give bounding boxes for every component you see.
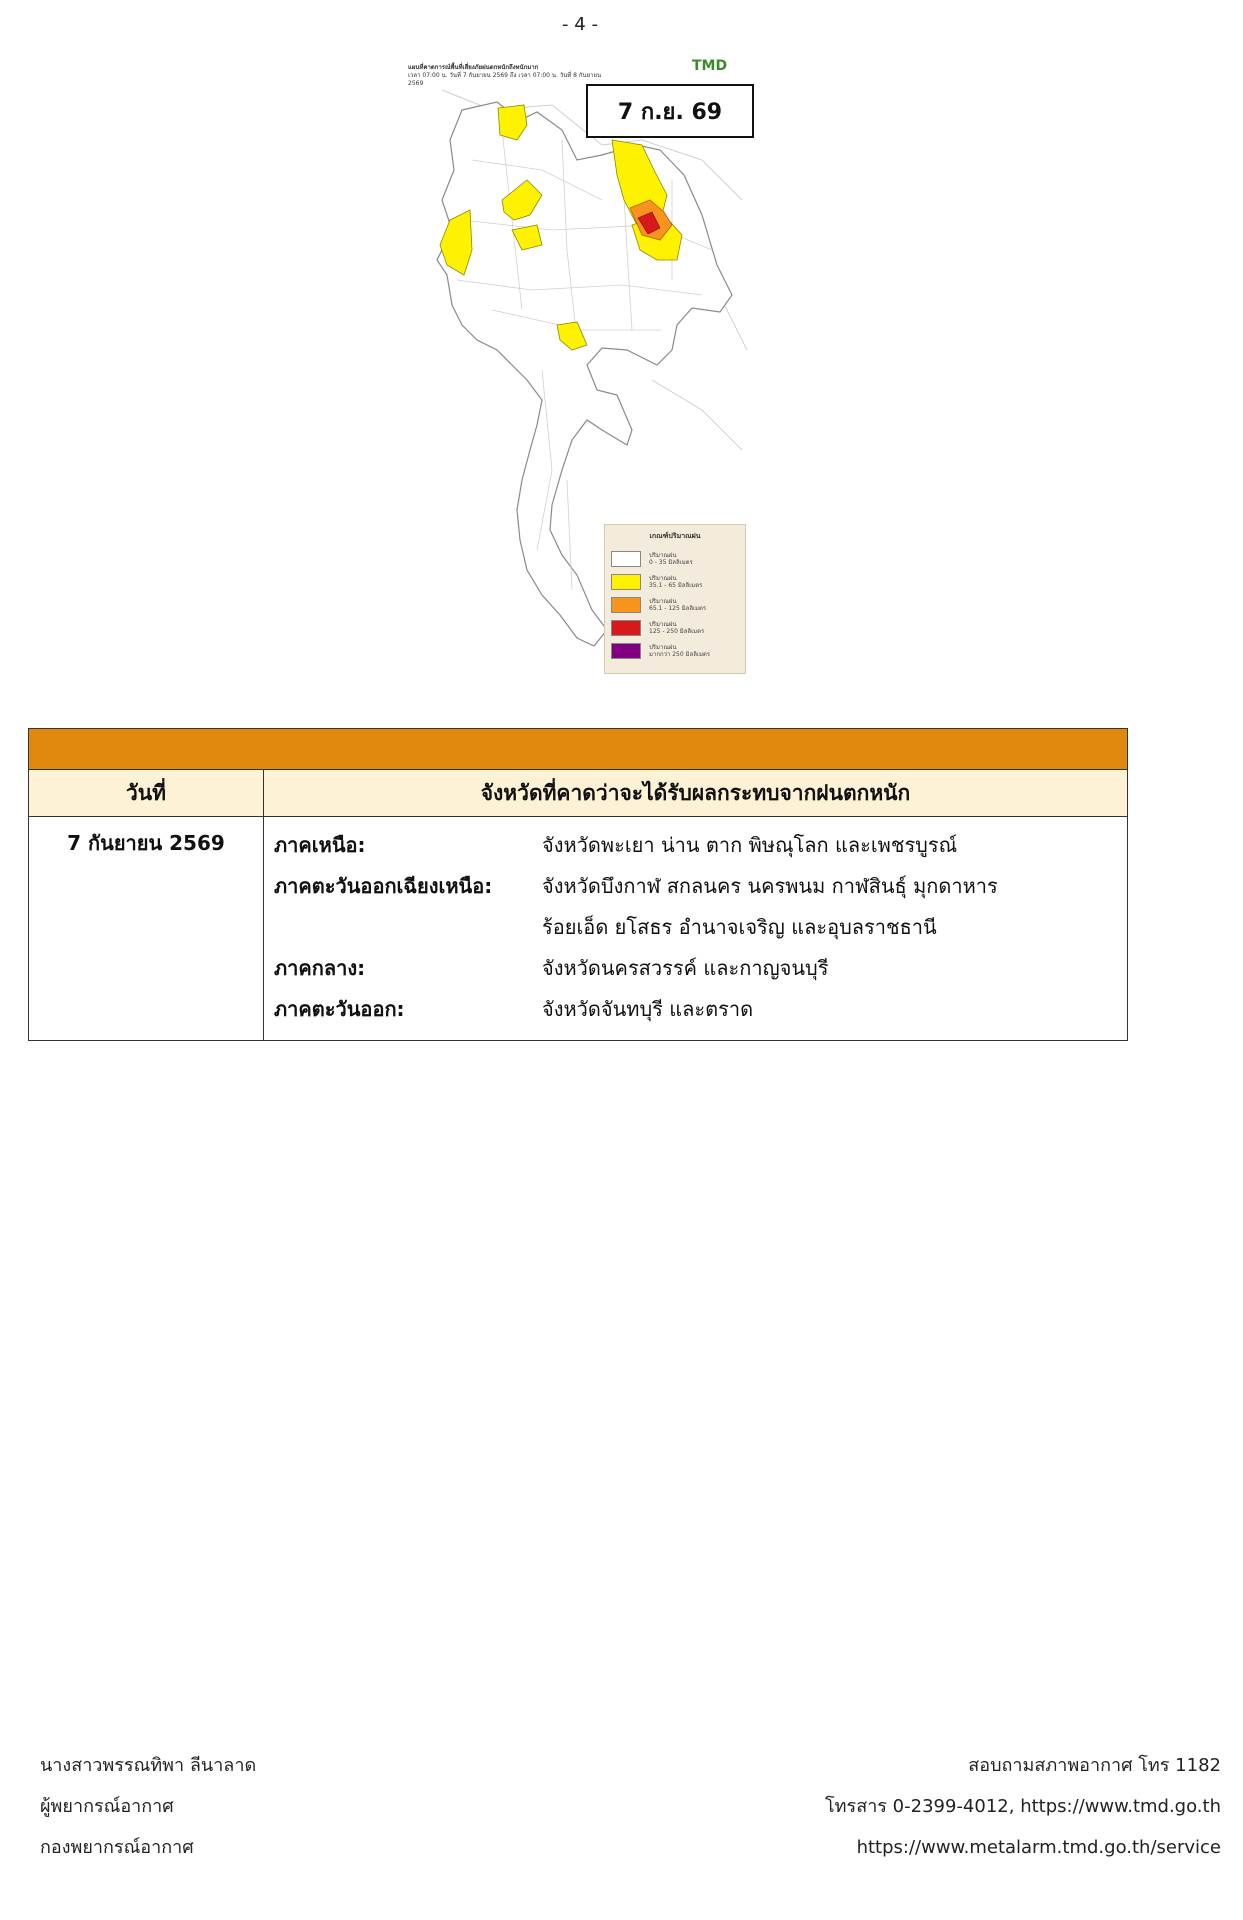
- table-header-row: [29, 770, 1128, 817]
- region-name: ภาคเหนือ:: [274, 833, 366, 857]
- legend-label: ปริมาณฝน 125 - 250 มิลลิเมตร: [649, 620, 705, 635]
- legend-swatch-purple: [611, 643, 641, 659]
- legend-item: [611, 639, 739, 662]
- legend-swatch-orange: [611, 597, 641, 613]
- region-provinces: จังหวัดนครสวรรค์ และกาญจนบุรี: [542, 956, 829, 980]
- region-list: [264, 817, 1128, 1041]
- region-northeast: [274, 866, 1117, 907]
- legend-title: เกณฑ์ปริมาณฝน: [649, 532, 701, 540]
- forecaster-name: นางสาวพรรณทิพา ลีนาลาด: [40, 1755, 257, 1776]
- map-caption: [408, 64, 608, 88]
- map-caption-title: แผนที่คาดการณ์พื้นที่เสี่ยงภัยฝนตกหนักถึงหนักมาก: [408, 64, 539, 71]
- region-provinces: จังหวัดจันทบุรี และตราด: [542, 997, 754, 1021]
- forecaster-role: ผู้พยากรณ์อากาศ: [40, 1796, 174, 1817]
- rainfall-legend: [604, 524, 746, 674]
- map-caption-period: เวลา 07:00 น. วันที่ 7 กันยายน 2569 ถึง เวลา 07:00 น. วันที่ 8 กันยายน 2569: [408, 72, 602, 87]
- region-provinces: ร้อยเอ็ด ยโสธร อำนาจเจริญ และอุบลราชธานี: [542, 915, 937, 939]
- table-row: [29, 817, 1128, 1041]
- region-provinces: จังหวัดพะเยา น่าน ตาก พิษณุโลก และเพชรบูรณ์: [542, 833, 958, 857]
- footer-contact: [825, 1745, 1221, 1868]
- legend-item: [611, 547, 739, 570]
- legend-label: ปริมาณฝน 65.1 - 125 มิลลิเมตร: [649, 597, 707, 612]
- region-name: ภาคตะวันออก:: [274, 997, 405, 1021]
- footer-forecaster: [40, 1745, 256, 1868]
- legend-swatch-white: [611, 551, 641, 567]
- legend-item: [611, 570, 739, 593]
- heavy-rain-table: [28, 728, 1128, 1041]
- region-north: [274, 825, 1117, 866]
- page-number: - 4 -: [562, 14, 598, 35]
- region-east: [274, 989, 1117, 1030]
- forecaster-division: กองพยากรณ์อากาศ: [40, 1837, 194, 1858]
- row-date: 7 กันยายน 2569: [29, 817, 264, 1041]
- legend-swatch-red: [611, 620, 641, 636]
- region-name: ภาคกลาง:: [274, 956, 366, 980]
- map-date-label: 7 ก.ย. 69: [586, 84, 754, 138]
- rain-risk-map: [402, 50, 752, 685]
- region-northeast-cont: [274, 907, 1117, 948]
- contact-fax-website: โทรสาร 0-2399-4012, https://www.tmd.go.th: [825, 1796, 1221, 1817]
- region-provinces: จังหวัดบึงกาฬ สกลนคร นครพนม กาฬสินธุ์ มุกดาหาร: [542, 874, 998, 898]
- contact-phone: สอบถามสภาพอากาศ โทร 1182: [968, 1755, 1221, 1776]
- region-central: [274, 948, 1117, 989]
- header-date: วันที่: [29, 770, 264, 817]
- header-provinces: จังหวัดที่คาดว่าจะได้รับผลกระทบจากฝนตกหนัก: [264, 770, 1128, 817]
- legend-label: ปริมาณฝน 0 - 35 มิลลิเมตร: [649, 551, 693, 566]
- legend-label: ปริมาณฝน มากกว่า 250 มิลลิเมตร: [649, 643, 711, 658]
- legend-label: ปริมาณฝน 35.1 - 65 มิลลิเมตร: [649, 574, 703, 589]
- tmd-logo: TMD: [692, 58, 728, 74]
- contact-service-link[interactable]: https://www.metalarm.tmd.go.th/service: [856, 1837, 1221, 1858]
- legend-swatch-yellow: [611, 574, 641, 590]
- legend-item: [611, 593, 739, 616]
- region-name: ภาคตะวันออกเฉียงเหนือ:: [274, 874, 493, 898]
- legend-item: [611, 616, 739, 639]
- table-banner: [29, 729, 1128, 770]
